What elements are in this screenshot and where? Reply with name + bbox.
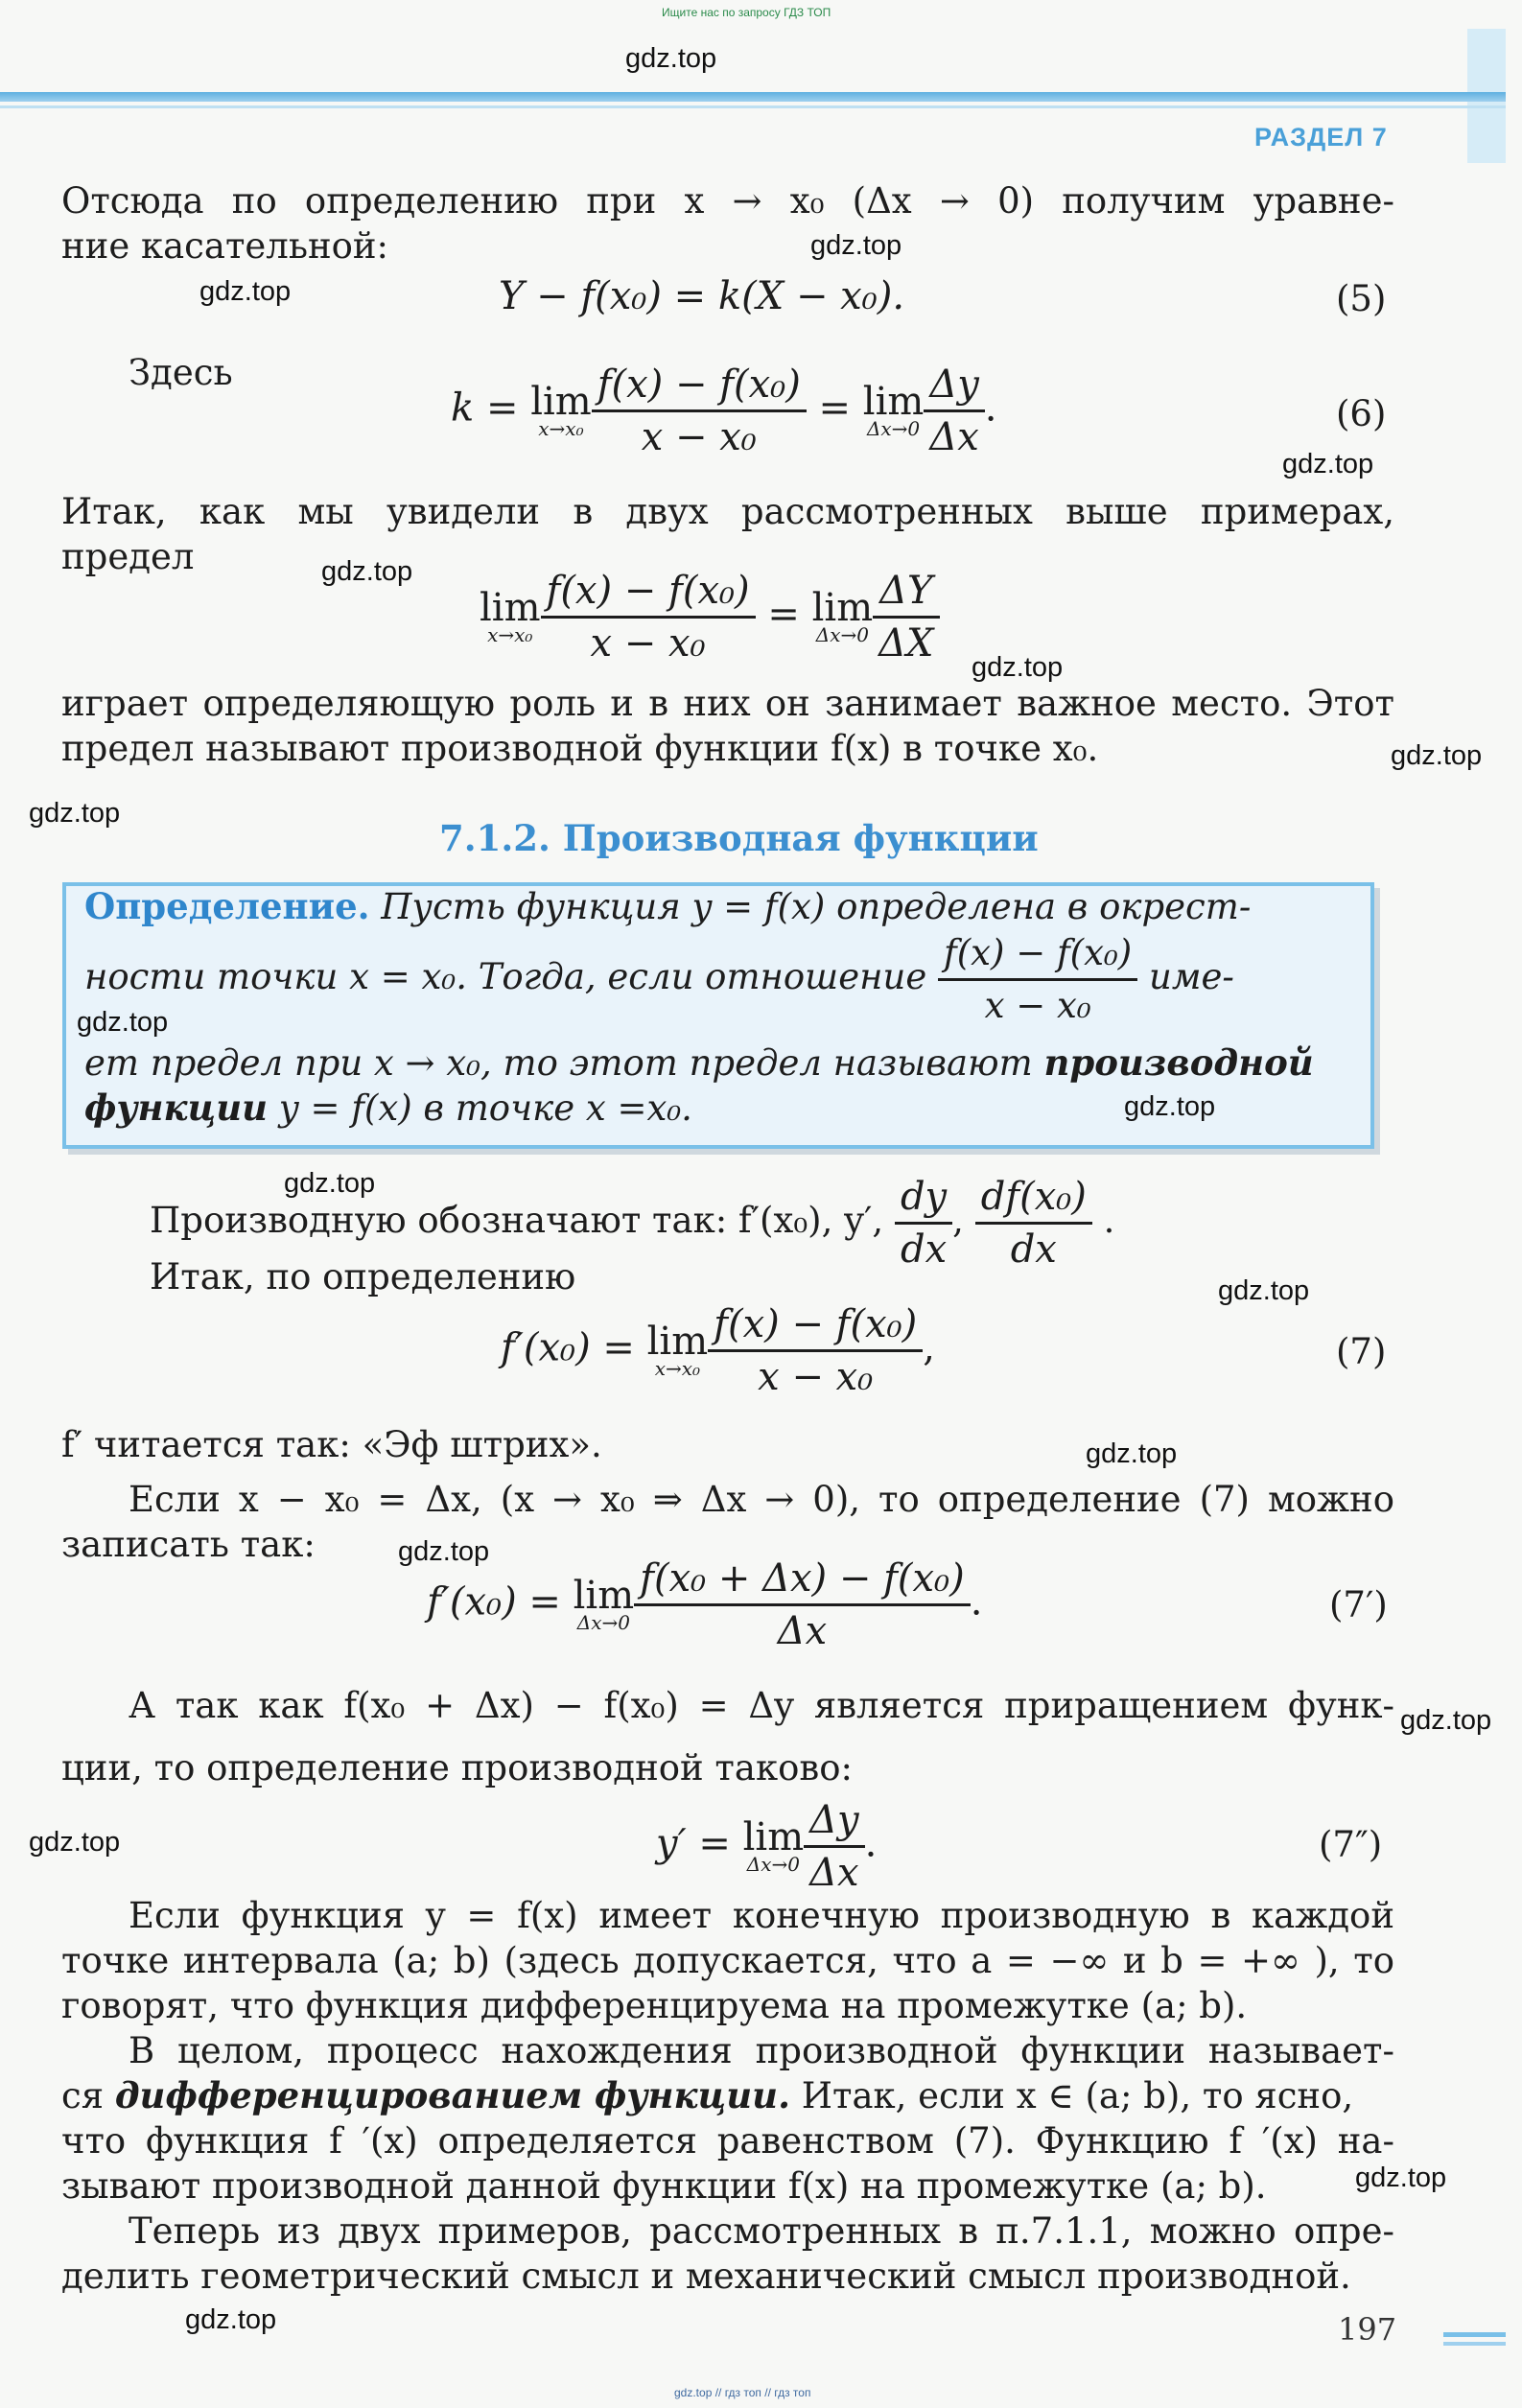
fraction bbox=[634, 1554, 971, 1656]
eq-text: f′(x₀) = bbox=[427, 1579, 574, 1625]
numerator: f(x₀ + Δx) − f(x₀) bbox=[634, 1554, 971, 1606]
header-rule bbox=[0, 92, 1506, 102]
eq-text: . bbox=[984, 386, 997, 431]
paragraph-text: Итак, если x ∈ (a; b), то ясно, bbox=[789, 2075, 1354, 2116]
fraction bbox=[938, 928, 1137, 1031]
watermark[interactable]: gdz.top bbox=[625, 43, 717, 74]
watermark[interactable]: gdz.top bbox=[284, 1168, 376, 1199]
eq-text: = bbox=[755, 592, 812, 637]
watermark[interactable]: gdz.top bbox=[77, 1007, 169, 1038]
eq-text: = bbox=[806, 386, 863, 431]
watermark[interactable]: gdz.top bbox=[1218, 1275, 1310, 1306]
paragraph-line: Итак, как мы увидели в двух рассмотренных выше примерах, bbox=[61, 491, 1394, 532]
paragraph-line: ции, то определение производной таково: bbox=[61, 1747, 853, 1788]
limit-op: lim bbox=[480, 585, 541, 630]
paragraph-line: играет определяющую роль и в них он занимает важное место. Этот bbox=[61, 683, 1394, 724]
watermark[interactable]: gdz.top bbox=[972, 652, 1064, 683]
definition-text: име- bbox=[1149, 956, 1234, 997]
definition-term: производной bbox=[1043, 1041, 1314, 1084]
limit-sub: Δx→0 bbox=[576, 1610, 630, 1634]
limit bbox=[530, 379, 592, 440]
limit bbox=[573, 1573, 635, 1634]
numerator: df(x₀) bbox=[975, 1172, 1092, 1225]
paragraph-line: точке интервала (a; b) (здесь допускается, что a = −∞ и b = +∞ ), то bbox=[61, 1940, 1394, 1981]
limit-op: lim bbox=[646, 1319, 709, 1364]
limit-op: lim bbox=[862, 379, 925, 424]
paragraph-line: Если функция y = f(x) имеет конечную производную в каждой bbox=[129, 1895, 1394, 1936]
fraction bbox=[895, 1172, 952, 1274]
limit-sub: x→x₀ bbox=[487, 622, 533, 646]
definition-line bbox=[84, 1040, 1314, 1086]
paragraph-line: записать так: bbox=[61, 1524, 316, 1565]
definition-title: Определение. bbox=[84, 885, 370, 927]
paragraph-line: Итак, по определению bbox=[150, 1256, 576, 1298]
denominator: dx bbox=[1010, 1227, 1057, 1272]
equation-number: (7) bbox=[1336, 1331, 1387, 1372]
limit-sub: x→x₀ bbox=[538, 416, 584, 440]
footer-notice: gdz.top // гдз топ // гдз топ bbox=[674, 2386, 811, 2399]
watermark[interactable]: gdz.top bbox=[1086, 1438, 1178, 1469]
denominator: Δx bbox=[809, 1851, 859, 1895]
limit-op: lim bbox=[742, 1814, 805, 1859]
limit-sub: Δx→0 bbox=[815, 622, 869, 646]
footer-rule-thin bbox=[1443, 2342, 1506, 2346]
numerator: dy bbox=[895, 1172, 952, 1225]
equation-7-double-prime bbox=[656, 1795, 877, 1898]
section-heading: 7.1.2. Производная функции bbox=[439, 817, 1039, 859]
denominator: ΔX bbox=[878, 621, 934, 666]
paragraph-text: ся bbox=[61, 2075, 115, 2116]
denominator: x − x₀ bbox=[590, 621, 706, 666]
paragraph-line: Здесь bbox=[129, 352, 233, 393]
watermark[interactable]: gdz.top bbox=[29, 798, 121, 829]
definition-text: ности точки x = x₀. Тогда, если отношение bbox=[84, 956, 927, 997]
fraction bbox=[708, 1299, 923, 1402]
limit bbox=[480, 585, 541, 646]
paragraph-line bbox=[61, 2073, 1353, 2118]
definition-line bbox=[84, 1086, 692, 1131]
fraction bbox=[804, 1795, 864, 1898]
fraction bbox=[924, 360, 984, 462]
limit bbox=[646, 1319, 709, 1380]
paragraph-line: зывают производной данной функции f(x) на промежутке (a; b). bbox=[61, 2165, 1267, 2207]
equation-number: (7′) bbox=[1329, 1584, 1388, 1625]
definition-term: функции bbox=[84, 1087, 269, 1129]
page-number: 197 bbox=[1338, 2311, 1397, 2348]
equation-7-prime bbox=[427, 1554, 982, 1656]
header-rule-thin bbox=[0, 105, 1506, 108]
paragraph-line: говорят, что функция дифференцируема на промежутке (a; b). bbox=[61, 1985, 1248, 2026]
eq-text: . bbox=[864, 1821, 878, 1866]
paragraph-line: что функция f ′(x) определяется равенством (7). Функцию f ′(x) на- bbox=[61, 2120, 1394, 2162]
limit-sub: x→x₀ bbox=[654, 1356, 701, 1380]
limit-sub: Δx→0 bbox=[866, 416, 921, 440]
limit-op: lim bbox=[573, 1573, 635, 1618]
paragraph-line: предел bbox=[61, 536, 195, 577]
paragraph-line: Отсюда по определению при x → x₀ (Δx → 0) получим уравне- bbox=[61, 180, 1394, 222]
denominator: x − x₀ bbox=[984, 985, 1091, 1026]
paragraph-line: f′ читается так: «Эф штрих». bbox=[61, 1424, 602, 1465]
equation-7 bbox=[501, 1299, 935, 1402]
equation-number: (6) bbox=[1336, 393, 1387, 434]
equation-number: (7″) bbox=[1319, 1824, 1383, 1865]
eq-text: f′(x₀) = bbox=[501, 1325, 647, 1370]
limit-equation bbox=[480, 566, 940, 668]
denominator: x − x₀ bbox=[758, 1355, 874, 1399]
definition-text: y = f(x) в точке x =x₀. bbox=[268, 1087, 692, 1129]
numerator: f(x) − f(x₀) bbox=[708, 1299, 923, 1352]
paragraph-line: ние касательной: bbox=[61, 225, 389, 267]
denominator: Δx bbox=[929, 415, 979, 459]
equation-5: Y − f(x₀) = k(X − x₀). bbox=[499, 274, 905, 318]
watermark[interactable]: gdz.top bbox=[398, 1536, 490, 1567]
watermark[interactable]: gdz.top bbox=[1124, 1091, 1216, 1122]
limit-op: lim bbox=[811, 585, 874, 630]
watermark[interactable]: gdz.top bbox=[1355, 2163, 1447, 2193]
watermark[interactable]: gdz.top bbox=[199, 276, 292, 307]
notation-text: . bbox=[1103, 1200, 1115, 1241]
definition-line bbox=[84, 884, 1251, 929]
definition-line bbox=[84, 928, 1234, 1031]
numerator: ΔY bbox=[873, 566, 939, 619]
top-notice: Ищите нас по запросу ГДЗ ТОП bbox=[662, 6, 831, 19]
limit bbox=[862, 379, 925, 440]
fraction bbox=[873, 566, 939, 668]
equation-6 bbox=[451, 360, 997, 462]
section-label: РАЗДЕЛ 7 bbox=[1254, 123, 1388, 152]
definition-text: ет предел при x → x₀, то этот предел называют bbox=[84, 1042, 1044, 1084]
numerator: f(x) − f(x₀) bbox=[541, 566, 756, 619]
limit-op: lim bbox=[530, 379, 592, 424]
fraction bbox=[592, 360, 807, 462]
numerator: f(x) − f(x₀) bbox=[938, 928, 1137, 981]
paragraph-term: дифференцированием функции. bbox=[114, 2074, 790, 2116]
paragraph-line: предел называют производной функции f(x) в точке x₀. bbox=[61, 728, 1099, 769]
definition-text: Пусть функция y = f(x) определена в окрест- bbox=[381, 886, 1252, 927]
watermark[interactable]: gdz.top bbox=[321, 556, 413, 587]
numerator: Δy bbox=[804, 1795, 864, 1848]
eq-text: y′ = bbox=[656, 1821, 743, 1866]
eq-text: k = bbox=[451, 386, 531, 431]
fraction bbox=[541, 566, 756, 668]
paragraph-line: делить геометрический смысл и механический смысл производной. bbox=[61, 2256, 1351, 2297]
eq-text: . bbox=[970, 1579, 983, 1625]
numerator: f(x) − f(x₀) bbox=[592, 360, 807, 412]
denominator: x − x₀ bbox=[641, 415, 757, 459]
watermark[interactable]: gdz.top bbox=[185, 2304, 277, 2335]
paragraph-line: Если x − x₀ = Δx, (x → x₀ ⇒ Δx → 0), то определение (7) можно bbox=[129, 1479, 1394, 1520]
equation-number: (5) bbox=[1336, 278, 1387, 319]
limit-sub: Δx→0 bbox=[746, 1852, 800, 1876]
limit bbox=[811, 585, 874, 646]
numerator: Δy bbox=[924, 360, 984, 412]
notation-text: Производную обозначают так: f′(x₀), y′, bbox=[150, 1200, 884, 1241]
paragraph-line: А так как f(x₀ + Δx) − f(x₀) = Δy является приращением функ- bbox=[129, 1685, 1394, 1726]
denominator: Δx bbox=[777, 1609, 828, 1653]
footer-rule bbox=[1443, 2332, 1506, 2337]
watermark[interactable]: gdz.top bbox=[29, 1827, 121, 1858]
watermark[interactable]: gdz.top bbox=[1282, 449, 1374, 479]
watermark[interactable]: gdz.top bbox=[810, 230, 902, 261]
eq-text: , bbox=[923, 1325, 936, 1370]
denominator: dx bbox=[900, 1227, 948, 1272]
paragraph-line: Теперь из двух примеров, рассмотренных в п.7.1.1, можно опре- bbox=[129, 2210, 1394, 2252]
watermark[interactable]: gdz.top bbox=[1391, 740, 1483, 771]
limit bbox=[742, 1814, 805, 1876]
paragraph-line: В целом, процесс нахождения производной функции называет- bbox=[129, 2030, 1394, 2071]
notation-text: , bbox=[952, 1200, 964, 1241]
fraction bbox=[975, 1172, 1092, 1274]
watermark[interactable]: gdz.top bbox=[1400, 1705, 1492, 1736]
